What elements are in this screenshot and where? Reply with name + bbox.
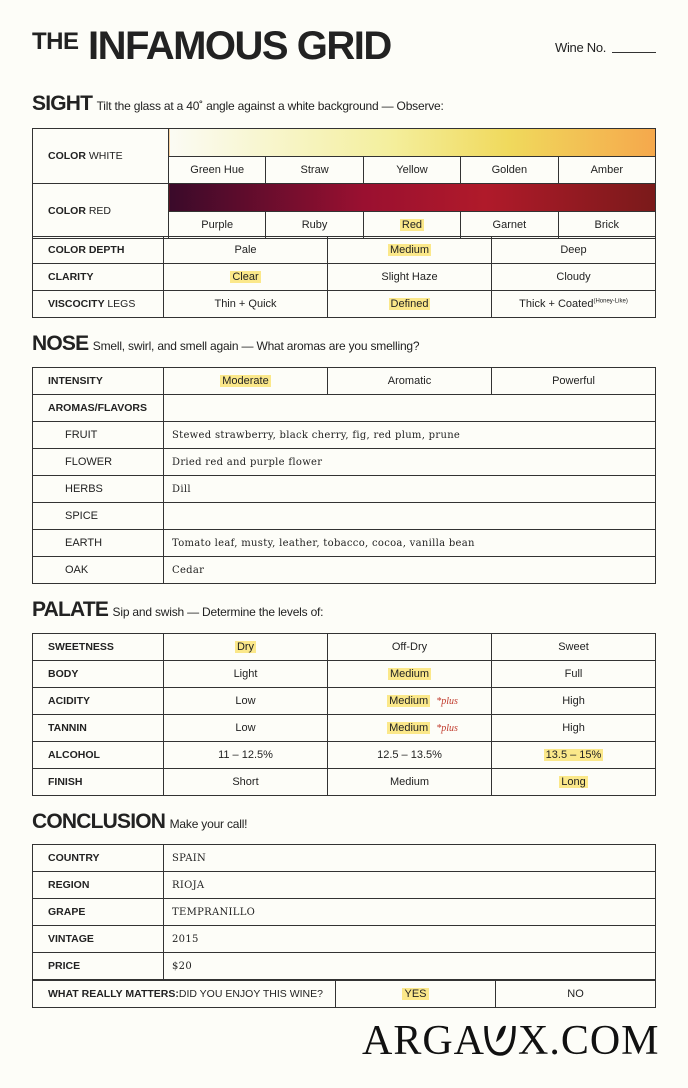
viscosity-label: VISCOCITY LEGS xyxy=(33,291,164,318)
option-straw[interactable]: Straw xyxy=(266,157,363,184)
option-off-dry[interactable]: Off-Dry xyxy=(328,634,492,661)
conclusion-heading: CONCLUSION Make your call! xyxy=(32,810,248,833)
svg-text:ARGA: ARGA xyxy=(362,1018,486,1062)
body-label: BODY xyxy=(33,661,164,688)
option-brick[interactable]: Brick xyxy=(558,212,655,239)
option-dry[interactable]: Dry xyxy=(164,634,328,661)
option-powerful[interactable]: Powerful xyxy=(492,368,656,395)
title-prefix: THE xyxy=(32,28,79,55)
enjoy-label: WHAT REALLY MATTERS:DID YOU ENJOY THIS WINE? xyxy=(33,981,336,1008)
white-color-gradient xyxy=(169,129,656,157)
palate-table xyxy=(32,633,656,796)
option-cloudy[interactable]: Cloudy xyxy=(492,264,656,291)
option-alcohol-mid[interactable]: 12.5 – 13.5% xyxy=(328,742,492,769)
option-ruby[interactable]: Ruby xyxy=(266,212,363,239)
finish-label: FINISH xyxy=(33,769,164,796)
aromas-field[interactable] xyxy=(164,395,656,422)
price-field[interactable]: $20 xyxy=(164,953,656,980)
price-label: PRICE xyxy=(33,953,164,980)
tannin-plus-note: *plus xyxy=(436,723,458,734)
option-long[interactable]: Long xyxy=(492,769,656,796)
option-garnet[interactable]: Garnet xyxy=(461,212,558,239)
clarity-label: CLARITY xyxy=(33,264,164,291)
option-medium-body[interactable]: Medium xyxy=(328,661,492,688)
earth-label: EARTH xyxy=(33,530,164,557)
conclusion-table xyxy=(32,844,656,980)
option-alcohol-low[interactable]: 11 – 12.5% xyxy=(164,742,328,769)
sight-table xyxy=(32,128,656,239)
palate-heading: PALATE Sip and swish — Determine the levels of: xyxy=(32,598,324,621)
option-medium-acidity[interactable]: Medium *plus xyxy=(328,688,492,715)
country-label: COUNTRY xyxy=(33,845,164,872)
vintage-field[interactable]: 2015 xyxy=(164,926,656,953)
option-medium-finish[interactable]: Medium xyxy=(328,769,492,796)
sweetness-label: SWEETNESS xyxy=(33,634,164,661)
fruit-label: FRUIT xyxy=(33,422,164,449)
option-green-hue[interactable]: Green Hue xyxy=(169,157,266,184)
flower-label: FLOWER xyxy=(33,449,164,476)
fruit-field[interactable]: Stewed strawberry, black cherry, fig, red plum, prune xyxy=(164,422,656,449)
spice-label: SPICE xyxy=(33,503,164,530)
option-medium-tannin[interactable]: Medium *plus xyxy=(328,715,492,742)
flower-field[interactable]: Dried red and purple flower xyxy=(164,449,656,476)
color-red-label: COLOR RED xyxy=(33,184,169,239)
herbs-label: HERBS xyxy=(33,476,164,503)
nose-table xyxy=(32,367,656,584)
intensity-label: INTENSITY xyxy=(33,368,164,395)
alcohol-label: ALCOHOL xyxy=(33,742,164,769)
spice-field[interactable] xyxy=(164,503,656,530)
option-high-acidity[interactable]: High xyxy=(492,688,656,715)
option-slight-haze[interactable]: Slight Haze xyxy=(328,264,492,291)
tannin-label: TANNIN xyxy=(33,715,164,742)
no-option[interactable]: NO xyxy=(496,981,656,1008)
argaux-logo-mark xyxy=(362,1014,658,1062)
option-red[interactable]: Red xyxy=(363,212,460,239)
option-medium[interactable]: Medium xyxy=(328,237,492,264)
option-low-acidity[interactable]: Low xyxy=(164,688,328,715)
color-white-label: COLOR WHITE xyxy=(33,129,169,184)
conclusion-instructions: Make your call! xyxy=(169,817,248,831)
option-low-tannin[interactable]: Low xyxy=(164,715,328,742)
option-light[interactable]: Light xyxy=(164,661,328,688)
region-field[interactable]: RIOJA xyxy=(164,872,656,899)
option-amber[interactable]: Amber xyxy=(558,157,655,184)
honey-like-note: (Honey-Like) xyxy=(593,298,628,305)
grape-field[interactable]: TEMPRANILLO xyxy=(164,899,656,926)
option-purple[interactable]: Purple xyxy=(169,212,266,239)
acidity-plus-note: *plus xyxy=(436,696,458,707)
acidity-label: ACIDITY xyxy=(33,688,164,715)
region-label: REGION xyxy=(33,872,164,899)
option-short[interactable]: Short xyxy=(164,769,328,796)
enjoy-table xyxy=(32,980,656,1008)
nose-instructions: Smell, swirl, and smell again — What aromas are you smelling? xyxy=(92,339,420,353)
option-thin-quick[interactable]: Thin + Quick xyxy=(164,291,328,318)
option-defined[interactable]: Defined xyxy=(328,291,492,318)
argaux-logo xyxy=(362,1014,658,1072)
herbs-field[interactable]: Dill xyxy=(164,476,656,503)
oak-field[interactable]: Cedar xyxy=(164,557,656,584)
option-deep[interactable]: Deep xyxy=(492,237,656,264)
yes-option[interactable]: YES xyxy=(336,981,496,1008)
red-color-gradient xyxy=(169,184,656,212)
nose-heading: NOSE Smell, swirl, and smell again — What aromas are you smelling? xyxy=(32,332,420,355)
earth-field[interactable]: Tomato leaf, musty, leather, tobacco, cocoa, vanilla bean xyxy=(164,530,656,557)
option-full[interactable]: Full xyxy=(492,661,656,688)
svg-text:X.COM: X.COM xyxy=(518,1018,658,1062)
option-clear[interactable]: Clear xyxy=(164,264,328,291)
grape-label: GRAPE xyxy=(33,899,164,926)
palate-instructions: Sip and swish — Determine the levels of: xyxy=(112,605,324,619)
option-thick-coated[interactable]: Thick + Coated$^{(Honey-Like)}$ xyxy=(492,291,656,318)
sight-heading: SIGHT Tilt the glass at a 40˚ angle against a white background — Observe: xyxy=(32,92,444,115)
option-sweet[interactable]: Sweet xyxy=(492,634,656,661)
color-depth-table xyxy=(32,236,656,318)
sight-instructions: Tilt the glass at a 40˚ angle against a white background — Observe: xyxy=(96,99,444,113)
wine-number-label: Wine No. xyxy=(555,40,607,55)
wine-number-field[interactable] xyxy=(612,52,656,53)
oak-label: OAK xyxy=(33,557,164,584)
country-field[interactable]: SPAIN xyxy=(164,845,656,872)
option-yellow[interactable]: Yellow xyxy=(363,157,460,184)
option-alcohol-high[interactable]: 13.5 – 15% xyxy=(492,742,656,769)
option-pale[interactable]: Pale xyxy=(164,237,328,264)
option-golden[interactable]: Golden xyxy=(461,157,558,184)
option-aromatic[interactable]: Aromatic xyxy=(328,368,492,395)
aromas-label: AROMAS/FLAVORS xyxy=(33,395,164,422)
color-depth-label: COLOR DEPTH xyxy=(33,237,164,264)
option-moderate[interactable]: Moderate xyxy=(164,368,328,395)
vintage-label: VINTAGE xyxy=(33,926,164,953)
page-title: INFAMOUS GRID xyxy=(88,24,391,68)
option-high-tannin[interactable]: High xyxy=(492,715,656,742)
